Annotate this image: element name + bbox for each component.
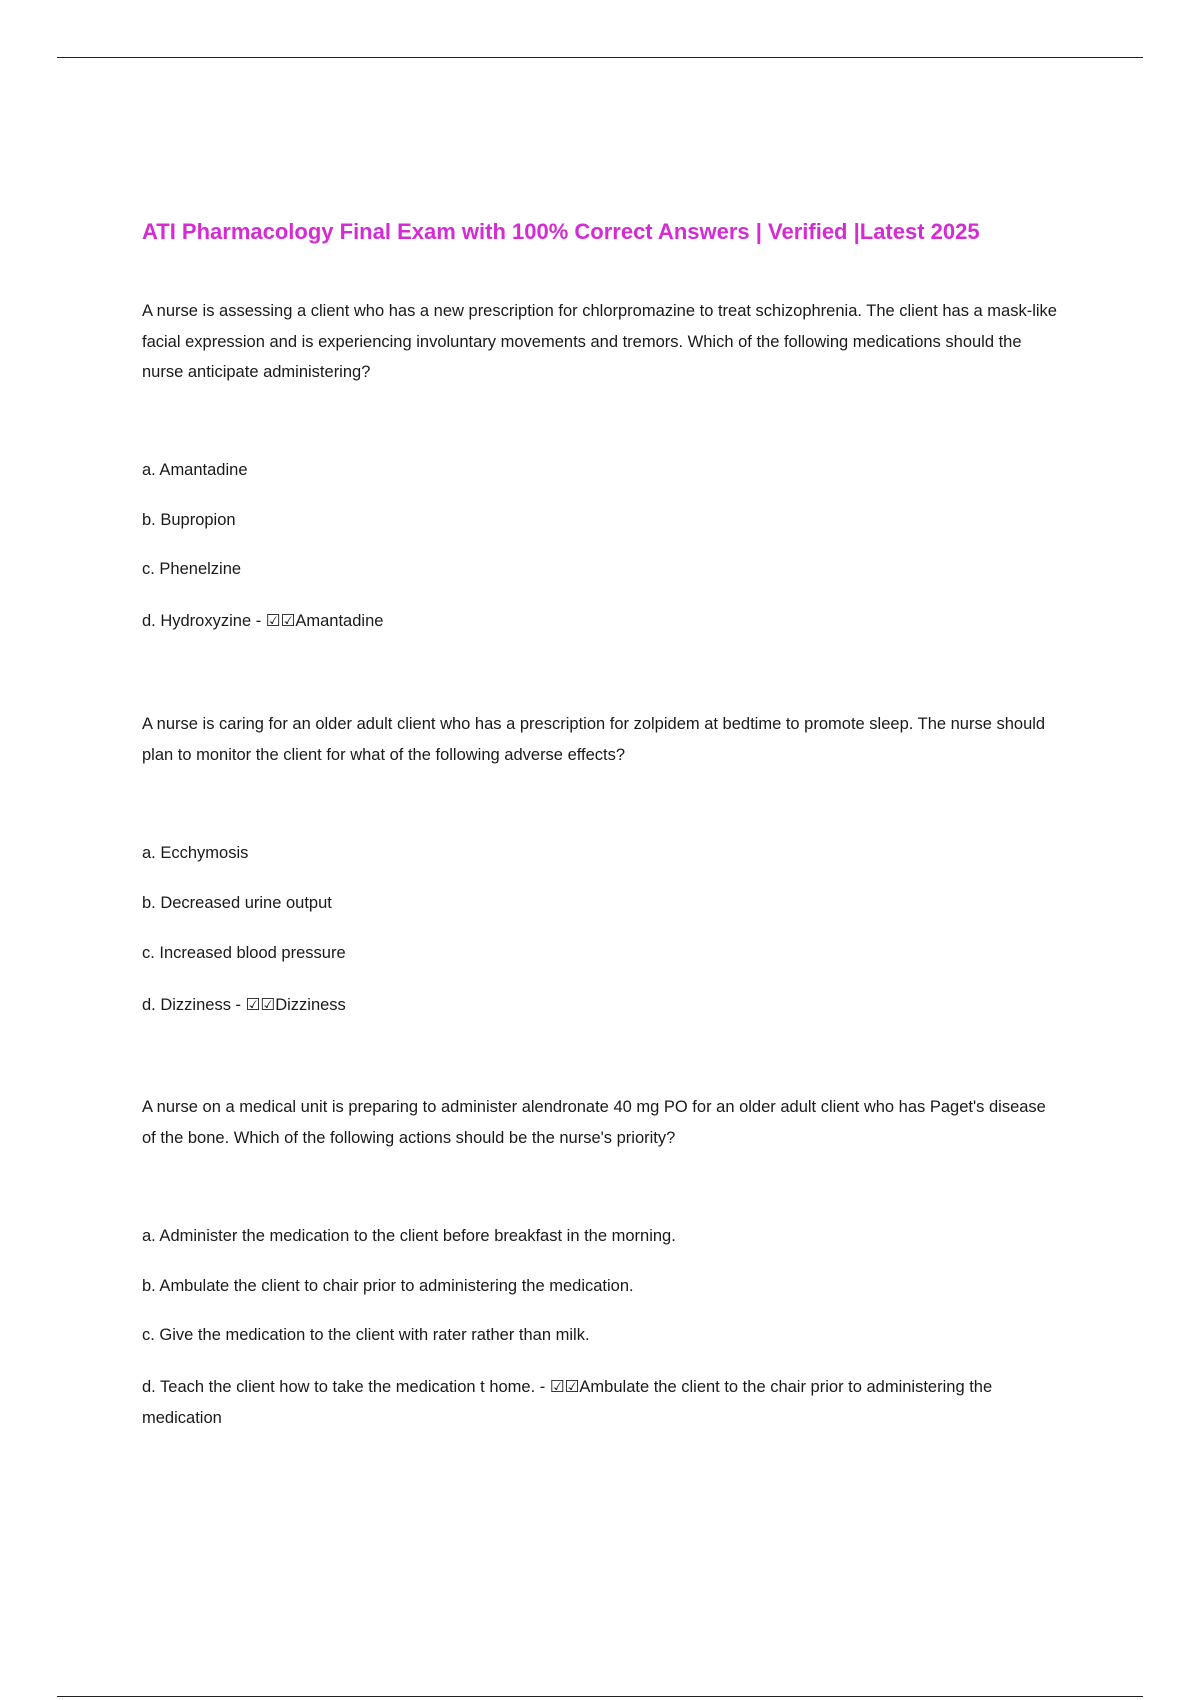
question-1-option-b: b. Bupropion: [142, 511, 236, 529]
question-2-text: A nurse is caring for an older adult client who has a prescription for zolpidem at bedtime to promote sleep. The nurse should plan to monitor the client for what of the following adverse effects?: [142, 715, 1046, 764]
question-3-option-c: c. Give the medication to the client with rater rather than milk.: [142, 1326, 590, 1344]
question-1-option-a: a. Amantadine: [142, 461, 248, 479]
document-title: ATI Pharmacology Final Exam with 100% Correct Answers | Verified |Latest 2025: [142, 219, 980, 244]
question-3-text: A nurse on a medical unit is preparing to administer alendronate 40 mg PO for an older adult client who has Paget's disease of the bone. Which of the following actions should be the nurse's priority?: [142, 1098, 1046, 1147]
question-2-option-b: b. Decreased urine output: [142, 894, 332, 912]
question-2-option-c: c. Increased blood pressure: [142, 944, 346, 962]
question-1-text: A nurse is assessing a client who has a new prescription for chlorpromazine to treat schizophrenia. The client has a mask-like facial expression and is experiencing involuntary movements and tremors. Which of the following medications should the nurse anticipate administering?: [142, 302, 1057, 381]
question-1-option-c: c. Phenelzine: [142, 560, 242, 578]
question-2-option-d: d. Dizziness - ☑☑Dizziness: [142, 996, 346, 1014]
question-1-option-d: d. Hydroxyzine - ☑☑Amantadine: [142, 612, 384, 630]
question-3-option-a: a. Administer the medication to the client before breakfast in the morning.: [142, 1227, 676, 1245]
footer-rule: [57, 1696, 1143, 1697]
question-3-option-b: b. Ambulate the client to chair prior to administering the medication.: [142, 1277, 634, 1295]
question-2-option-a: a. Ecchymosis: [142, 844, 249, 862]
question-3-option-d: d. Teach the client how to take the medication t home. - ☑☑Ambulate the client to the chair prior to administering the medication: [142, 1378, 993, 1427]
header-rule: [57, 57, 1143, 58]
